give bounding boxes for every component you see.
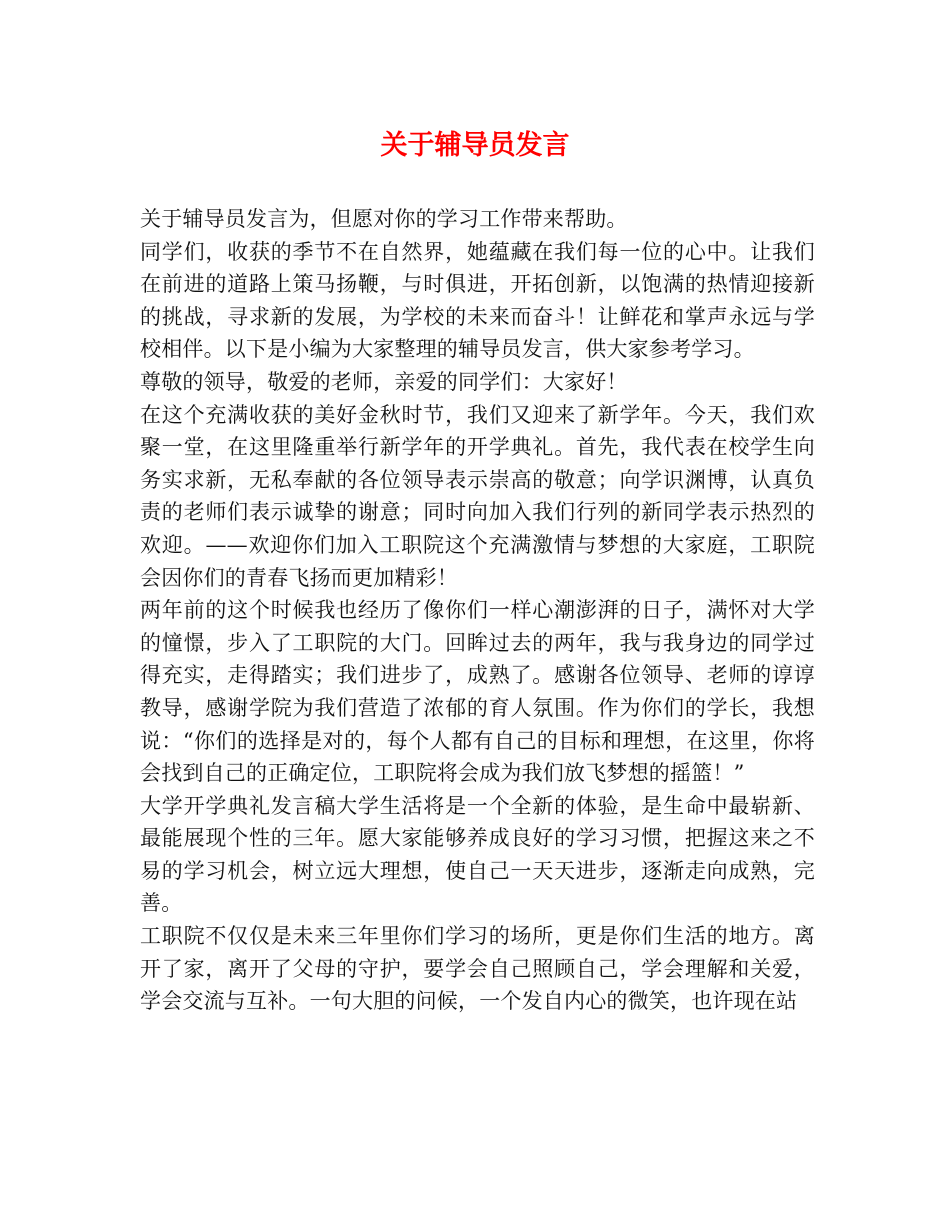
paragraph-greeting: 尊敬的领导，敬爱的老师，亲爱的同学们：大家好！ (140, 369, 628, 394)
document-title: 关于辅导员发言 (380, 130, 570, 161)
paragraph: 两年前的这个时候我也经历了像你们一样心潮澎湃的日子，满怀对大学的憧憬，步入了工职院的大门。回眸过去的两年，我与我身边的同学过得充实，走得踏实；我们进步了，成熟了。感谢各位领导、老师的谆谆教导，感谢学院为我们营造了浓郁的育人氛围。作为你们的学长，我想说：“你们的选择是对的，每个人都有自己的目标和理想，在这里，你将会找到自己的正确定位，工职院将会成为我们放飞梦想的摇篮！” (140, 598, 815, 786)
document-body (140, 203, 815, 1018)
paragraph: 在这个充满收获的美好金秋时节，我们又迎来了新学年。今天，我们欢聚一堂，在这里隆重举行新学年的开学典礼。首先，我代表在校学生向务实求新，无私奉献的各位领导表示崇高的敬意；向学识渊博，认真负责的老师们表示诚挚的谢意；同时向加入我们行列的新同学表示热烈的欢迎。——欢迎你们加入工职院这个充满激情与梦想的大家庭，工职院会因你们的青春飞扬而更加精彩！ (140, 402, 815, 590)
paragraph: 大学开学典礼发言稿大学生活将是一个全新的体验，是生命中最崭新、最能展现个性的三年。愿大家能够养成良好的学习习惯，把握这来之不易的学习机会，树立远大理想，使自己一天天进步，逐渐走向成熟，完善。 (140, 793, 815, 916)
paragraph: 同学们，收获的季节不在自然界，她蕴藏在我们每一位的心中。让我们在前进的道路上策马扬鞭，与时俱进，开拓创新，以饱满的热情迎接新的挑战，寻求新的发展，为学校的未来而奋斗！让鲜花和掌声永远与学校相伴。以下是小编为大家整理的辅导员发言，供大家参考学习。 (140, 239, 815, 362)
paragraph: 工职院不仅仅是未来三年里你们学习的场所，更是你们生活的地方。离开了家，离开了父母的守护，要学会自己照顾自己，学会理解和关爱，学会交流与互补。一句大胆的问候，一个发自内心的微笑，也许现在站 (140, 924, 815, 1014)
paragraph-intro: 关于辅导员发言为，但愿对你的学习工作带来帮助。 (140, 207, 628, 231)
